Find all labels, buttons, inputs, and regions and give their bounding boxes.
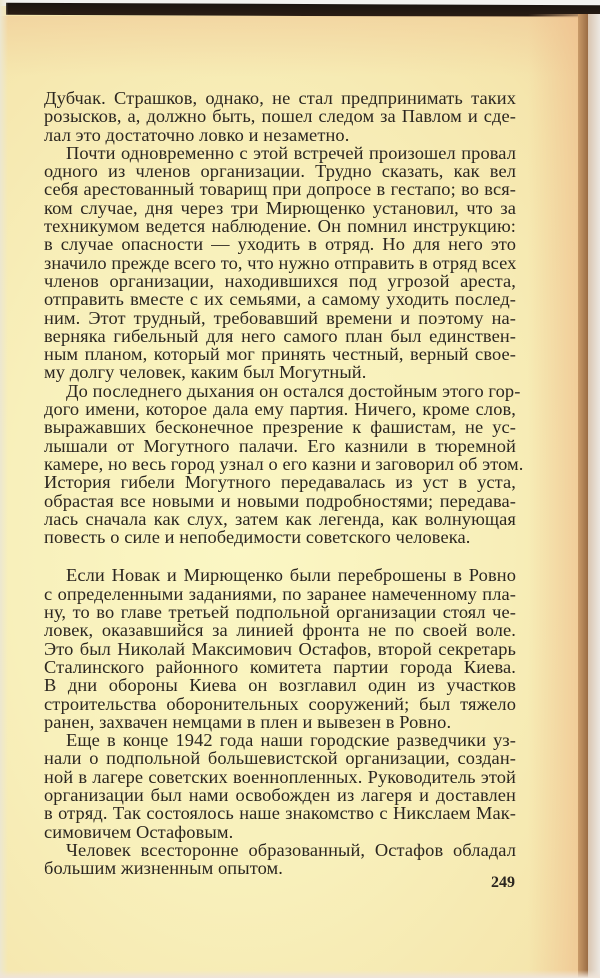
text-line: строительства оборонительных сооружений; был тяжело <box>44 693 516 714</box>
text-line: Если Новак и Мирющенко были переброшены в Ровно <box>66 565 516 586</box>
text-line: Еще в конце 1942 года наши городские разведчики уз- <box>66 730 516 751</box>
text-line: камере, но весь город узнал о его казни и заговорил об этом. <box>44 453 524 474</box>
text-line: с определенными заданиями, по заранее намеченному пла- <box>44 583 516 604</box>
text-line: дого имени, которое дала ему партия. Ничего, кроме слов, <box>44 399 516 420</box>
text-line: в отряд. Так состоялось наше знакомство с Никслаем Мак- <box>44 803 516 824</box>
text-line: верняка гибельный для него самого план был единствен- <box>44 325 516 346</box>
page-right-edge <box>578 14 588 978</box>
text-line: лась сначала как слух, затем как легенда, как волнующая <box>44 508 516 529</box>
text-line: в случае опасности — уходить в отряд. Но для него это <box>44 234 516 255</box>
text-line: нали о подпольной большевистской организации, создан- <box>44 748 516 769</box>
text-line: ной в лагере советских военнопленных. Руководитель этой <box>44 766 516 787</box>
text-line: себя арестованный товарищ при допросе в гестапо; во вся- <box>44 179 516 200</box>
text-line: До последнего дыхания он остался достойным этого гор- <box>66 380 521 401</box>
paragraph <box>44 841 516 878</box>
page-bottom-edge <box>0 970 600 978</box>
section-break <box>44 546 516 566</box>
paragraph <box>44 380 524 548</box>
text-line: Почти одновременно с этой встречей произошел провал <box>66 142 516 163</box>
page-number: 249 <box>491 874 515 891</box>
text-line: ловек, оказавшийся за линией фронта не по своей воле. <box>44 620 516 641</box>
page-left-edge <box>0 0 8 978</box>
text-line: обрастая все новыми и новыми подробностями; передава- <box>44 490 516 511</box>
page-right-shade <box>528 14 578 978</box>
text-line: ным планом, который мог принять честный, верный свое- <box>44 344 516 365</box>
body-text <box>44 88 524 879</box>
text-line: большим жизненным опытом. <box>44 858 283 879</box>
text-line: ком случае, дня через три Мирющенко установил, что за <box>44 197 516 218</box>
text-line: отправить вместе с их семьями, а самому уходить послед- <box>44 289 516 310</box>
text-line: повесть о силе и непобедимости советского человека. <box>44 527 471 548</box>
text-line: ранен, захвачен немцами в плен и вывезен в Ровно. <box>44 711 452 732</box>
text-line: лышали от Могутного палачи. Его казнили в тюремной <box>44 435 516 456</box>
text-line: одного из членов организации. Трудно сказать, как вел <box>44 161 516 182</box>
text-line: розысков, а, должно быть, пошел следом за Павлом и сде- <box>44 106 516 127</box>
text-line: техникумом ведется наблюдение. Он помнил инструкцию: <box>44 216 516 237</box>
text-line: Сталинского районного комитета партии города Киева. <box>44 656 516 677</box>
text-line: выражавших бесконечное презрение к фашистам, не ус- <box>44 417 516 438</box>
text-line: ним. Этот трудный, требовавший времени и поэтому на- <box>44 307 516 328</box>
text-line: В дни обороны Киева он возглавил один из участков <box>44 675 516 696</box>
paragraph <box>44 731 516 841</box>
text-line: лал это достаточно ловко и незаметно. <box>44 124 350 145</box>
text-line: ну, то во главе третьей подпольной организации стоял че- <box>44 602 516 623</box>
text-line: Дубчак. Страшков, однако, не стал предпринимать таких <box>44 88 516 108</box>
paragraph <box>44 566 516 731</box>
text-line: Человек всесторонне образованный, Остафов обладал <box>66 839 516 860</box>
text-line: симовичем Остафовым. <box>44 821 234 842</box>
paragraph <box>44 144 516 382</box>
text-line: Это был Николай Максимович Остафов, второй секретарь <box>44 638 516 659</box>
text-line: му долгу человек, каким был Могутный. <box>44 362 367 383</box>
text-line: организации был нами освобожден из лагеря и доставлен <box>44 784 516 805</box>
paragraph <box>44 89 516 144</box>
text-line: значило прежде всего то, что нужно отправить в отряд всех <box>44 252 517 273</box>
scan-right-margin <box>588 14 600 978</box>
page-top-glow <box>0 16 600 76</box>
text-line: членов организации, находившихся под угрозой ареста, <box>44 270 516 291</box>
text-line: История гибели Могутного передавалась из уст в уста, <box>44 472 516 493</box>
